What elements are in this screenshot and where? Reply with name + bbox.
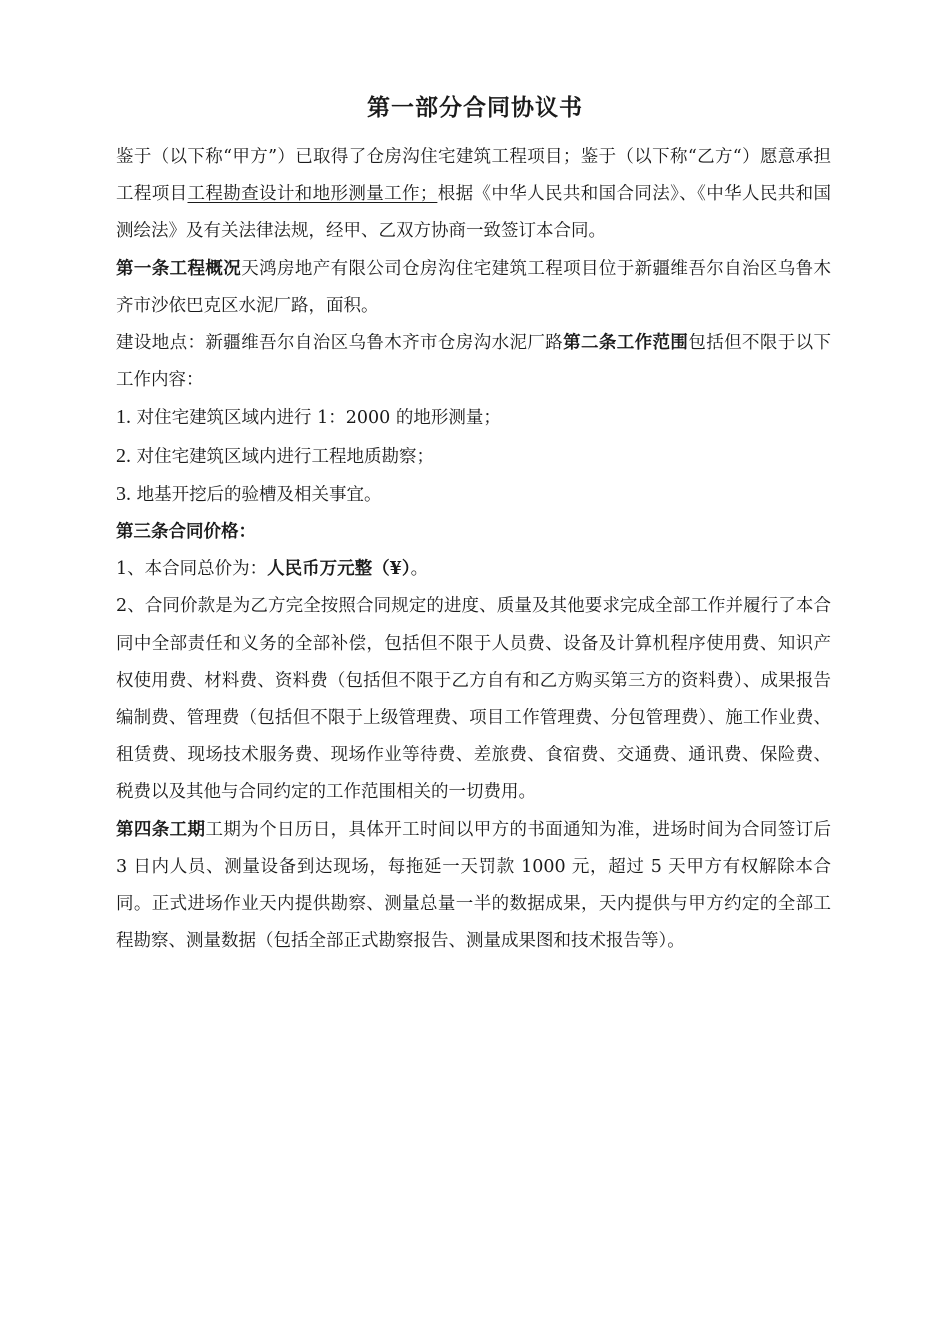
article3-price-paragraph <box>116 551 831 588</box>
preamble-text-2: 根据《中华人民共和国合同法》、《中华人民共和国测绘法》及有关法律法规，经甲、乙双方协商一致签订本合同。 <box>116 184 831 242</box>
article4-heading: 第四条工期 <box>116 819 206 840</box>
article2-text: 包括但不限于以下工作内容： <box>116 333 832 391</box>
location-article2-paragraph <box>116 325 831 399</box>
list-item <box>116 476 831 514</box>
list-item-text: 对住宅建筑区域内进行工程地质勘察； <box>131 446 435 467</box>
list-item-number: 2. <box>116 444 131 467</box>
article3-heading: 第三条合同价格： <box>116 522 256 543</box>
contract-body <box>116 139 831 960</box>
article2-heading: 第二条工作范围 <box>563 333 689 354</box>
preamble-underlined-text: 工程勘查设计和地形测量工作； <box>187 184 438 205</box>
article1-text: 天鸿房地产有限公司仓房沟住宅建筑工程项目位于新疆维吾尔自治区乌鲁木齐市沙依巴克区水泥厂路，面积。 <box>116 258 832 316</box>
list-item-number: 1. <box>116 406 131 429</box>
location-text: 建设地点：新疆维吾尔自治区乌鲁木齐市仓房沟水泥厂路 <box>116 333 564 354</box>
article3-price-suffix: 。 <box>410 559 429 580</box>
article3-price-prefix: 1、本合同总价为： <box>116 559 268 580</box>
article4-text: 工期为个日历日，具体开工时间以甲方的书面通知为准，进场时间为合同签订后 3 日内人员、测量设备到达现场，每拖延一天罚款 1000 元，超过 5 天甲方有权解除本合同。正式进场作业天内提供勘察、测量总量一半的数据成果，天内提供与甲方约定的全部工程勘察、测量数据（包括全部正式勘察报告、测量成果图和技术报告等）。 <box>116 819 832 952</box>
article4-paragraph <box>116 812 831 961</box>
list-item <box>116 399 831 437</box>
article1-paragraph <box>116 251 831 325</box>
article3-scope-paragraph: 2、合同价款是为乙方完全按照合同规定的进度、质量及其他要求完成全部工作并履行了本合同中全部责任和义务的全部补偿，包括但不限于人员费、设备及计算机程序使用费、知识产权使用费、材料费、资料费（包括但不限于乙方自有和乙方购买第三方的资料费）、成果报告编制费、管理费（包括但不限于上级管理费、项目工作管理费、分包管理费）、施工作业费、租赁费、现场技术服务费、现场作业等待费、差旅费、食宿费、交通费、通讯费、保险费、税费以及其他与合同约定的工作范围相关的一切费用。 <box>116 596 831 803</box>
preamble-paragraph <box>116 139 831 251</box>
list-item <box>116 438 831 476</box>
list-item-text: 地基开挖后的验槽及相关事宜。 <box>131 484 382 505</box>
article3-price-amount: 人民币万元整（¥） <box>267 559 411 580</box>
article1-heading: 第一条工程概况 <box>116 258 242 279</box>
preamble-text-1: 鉴于（以下称“甲方”）已取得了仓房沟住宅建筑工程项目；鉴于（以下称“乙方“）愿意承担工程项目 <box>116 147 831 205</box>
page-title: 第一部分合同协议书 <box>367 94 583 121</box>
list-item-text: 对住宅建筑区域内进行 1：2000 的地形测量； <box>131 408 501 429</box>
list-item-number: 3. <box>116 482 131 505</box>
